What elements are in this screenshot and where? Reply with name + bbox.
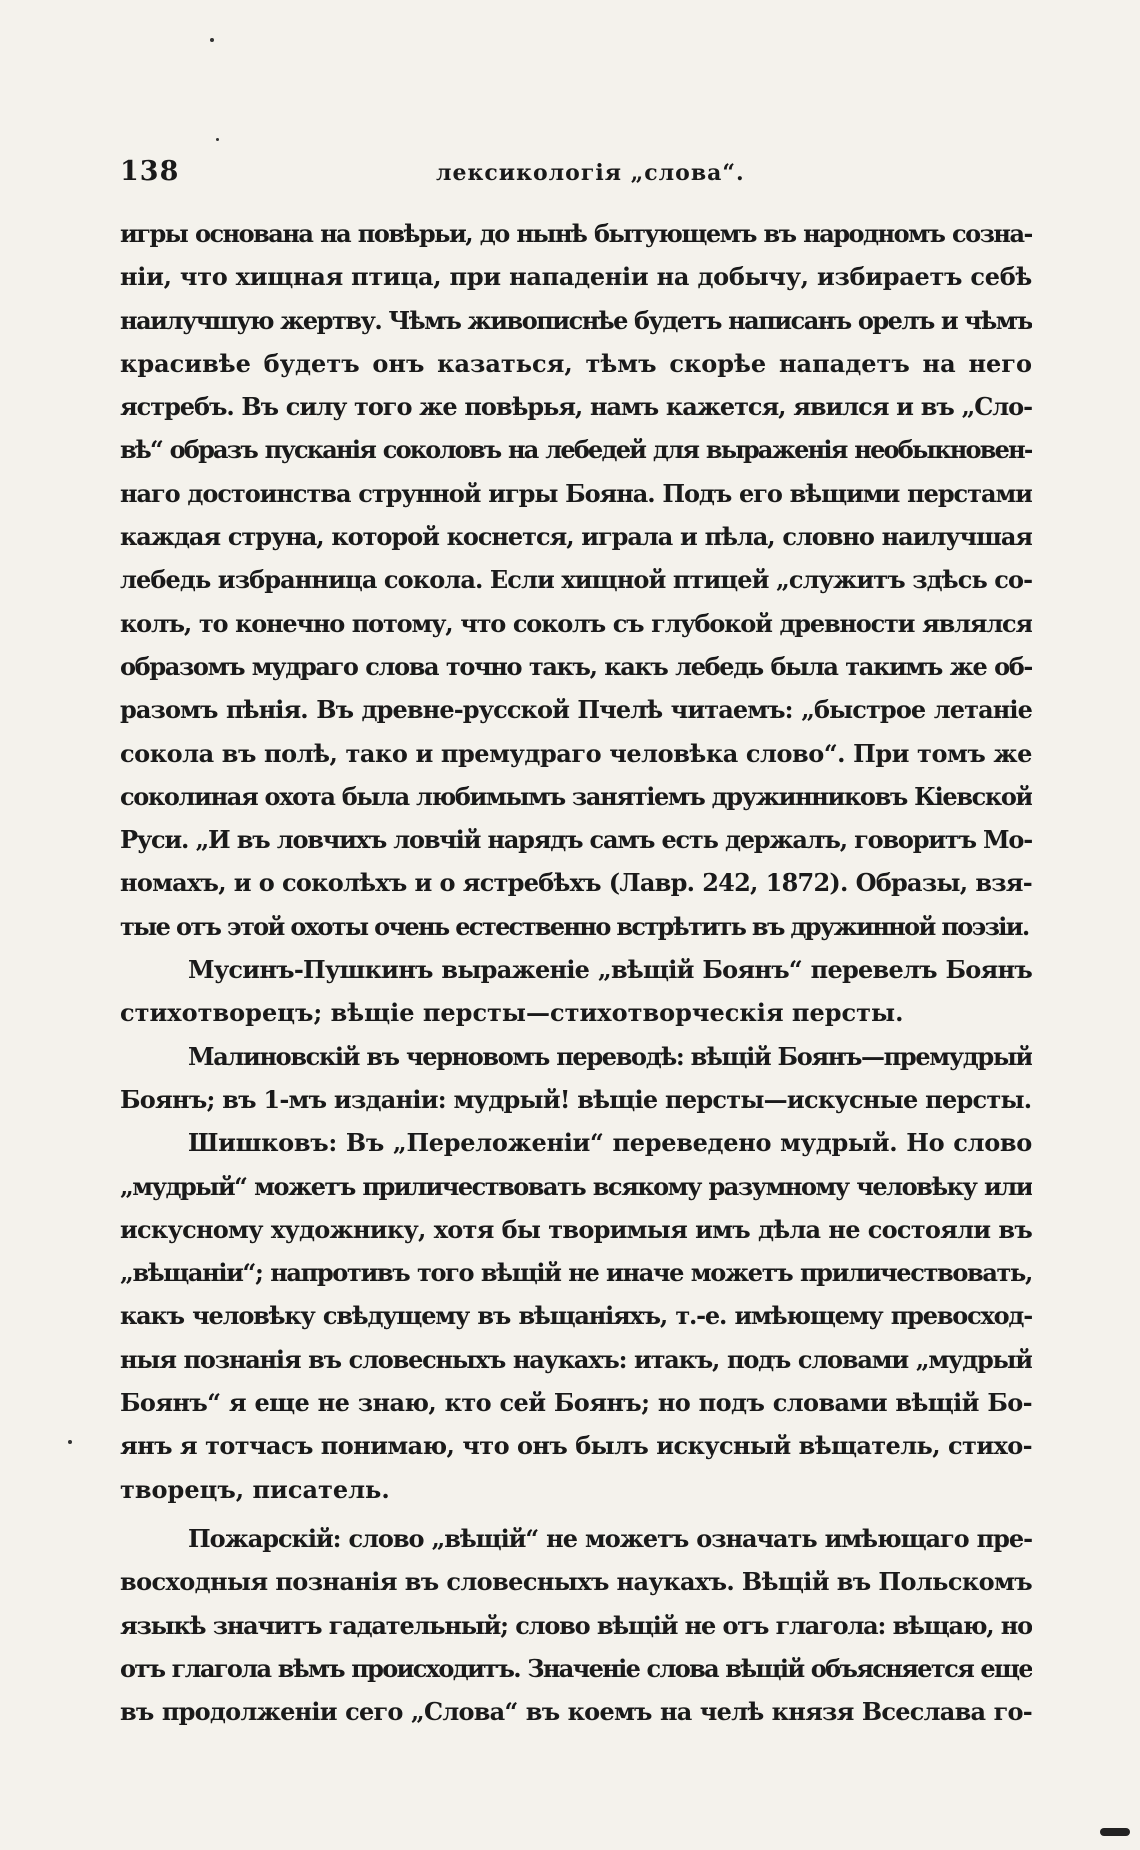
text-line: Шишковъ: Въ „Переложеніи“ переведено мудрый. Но слово bbox=[188, 1128, 1032, 1158]
text-line: сокола въ полѣ, тако и премудраго человѣка слово“. При томъ же bbox=[120, 738, 1032, 768]
running-title: лексикологія „слова“. bbox=[436, 160, 745, 186]
text-line: языкѣ значитъ гадательный; слово вѣщій не отъ глагола: вѣщаю, но bbox=[120, 1610, 1032, 1640]
text-line: въ продолженіи сего „Слова“ въ коемъ на челѣ князя Всеслава го- bbox=[120, 1697, 1032, 1727]
text-line: Боянъ“ я еще не знаю, кто сей Боянъ; но подъ словами вѣщій Бо- bbox=[120, 1388, 1032, 1418]
text-line: игры основана на повѣрьи, до нынѣ бытующемъ въ народномъ созна- bbox=[120, 219, 1032, 248]
text-line: каждая струна, которой коснется, играла и пѣла, словно наилучшая bbox=[120, 522, 1032, 552]
text-line: лебедь избранница сокола. Если хищной птицей „служитъ здѣсь со- bbox=[120, 565, 1032, 595]
print-speck bbox=[1100, 1828, 1130, 1836]
text-line: наилучшую жертву. Чѣмъ живописнѣе будетъ написанъ орелъ и чѣмъ bbox=[120, 305, 1032, 335]
text-line: Руси. „И въ ловчихъ ловчій нарядъ самъ есть держалъ, говоритъ Мо- bbox=[120, 825, 1032, 855]
text-line: образомъ мудраго слова точно такъ, какъ лебедь была такимъ же об- bbox=[120, 651, 1032, 681]
text-line: стихотворецъ; вѣщіе персты—стихотворческія персты. bbox=[120, 998, 904, 1028]
text-line: колъ, то конечно потому, что соколъ съ глубокой древности являлся bbox=[120, 608, 1032, 638]
text-line: „мудрый“ можетъ приличествовать всякому разумному человѣку или bbox=[120, 1171, 1032, 1201]
print-speck bbox=[210, 38, 214, 42]
text-line: творецъ, писатель. bbox=[120, 1474, 390, 1504]
print-speck bbox=[216, 138, 219, 141]
text-line: красивѣе будетъ онъ казаться, тѣмъ скорѣе нападетъ на него bbox=[120, 348, 1032, 378]
print-speck bbox=[68, 1440, 72, 1444]
text-line: ніи, что хищная птица, при нападеніи на добычу, избираетъ себѣ bbox=[120, 262, 1032, 292]
text-line: Малиновскій въ черновомъ переводѣ: вѣщій Боянъ—премудрый bbox=[188, 1041, 1032, 1071]
text-line: Пожарскій: слово „вѣщій“ не можетъ означать имѣющаго пре- bbox=[188, 1523, 1032, 1553]
text-line: восходныя познанія въ словесныхъ наукахъ. Вѣщій въ Польскомъ bbox=[120, 1567, 1032, 1597]
text-line: Боянъ; въ 1-мъ изданіи: мудрый! вѣщіе персты—искусные персты. bbox=[120, 1084, 1032, 1114]
text-line: отъ глагола вѣмъ происходитъ. Значеніе слова вѣщій объясняется еще bbox=[120, 1653, 1032, 1683]
text-line: тые отъ этой охоты очень естественно встрѣтить въ дружинной поэзіи. bbox=[120, 911, 1029, 941]
text-line: ястребъ. Въ силу того же повѣрья, намъ кажется, явился и въ „Сло- bbox=[120, 392, 1032, 422]
text-line: Мусинъ-Пушкинъ выраженіе „вѣщій Боянъ“ перевелъ Боянъ bbox=[188, 955, 1032, 985]
body-text bbox=[120, 212, 1032, 1733]
text-line: какъ человѣку свѣдущему въ вѣщаніяхъ, т.-е. имѣющему превосход- bbox=[120, 1301, 1032, 1331]
text-line: „вѣщаніи“; напротивъ того вѣщій не иначе можетъ приличествовать, bbox=[120, 1258, 1032, 1288]
running-head bbox=[120, 156, 1040, 196]
text-line: разомъ пѣнія. Въ древне-русской Пчелѣ читаемъ: „быстрое летаніе bbox=[120, 695, 1032, 725]
text-line: янъ я тотчасъ понимаю, что онъ былъ искусный вѣщатель, стихо- bbox=[120, 1431, 1032, 1461]
text-line: номахъ, и о соколѣхъ и о ястребѣхъ (Лавр. 242, 1872). Образы, взя- bbox=[120, 868, 1032, 898]
text-line: ныя познанія въ словесныхъ наукахъ: итакъ, подъ словами „мудрый bbox=[120, 1344, 1032, 1374]
text-line: соколиная охота была любимымъ занятіемъ дружинниковъ Кіевской bbox=[120, 781, 1032, 811]
text-line: наго достоинства струнной игры Бояна. Подъ его вѣщими перстами bbox=[120, 478, 1032, 508]
page-number: 138 bbox=[120, 156, 180, 187]
text-line: вѣ“ образъ пусканія соколовъ на лебедей для выраженія необыкновен- bbox=[120, 435, 1032, 465]
text-line: искусному художнику, хотя бы творимыя имъ дѣла не состояли въ bbox=[120, 1214, 1032, 1244]
